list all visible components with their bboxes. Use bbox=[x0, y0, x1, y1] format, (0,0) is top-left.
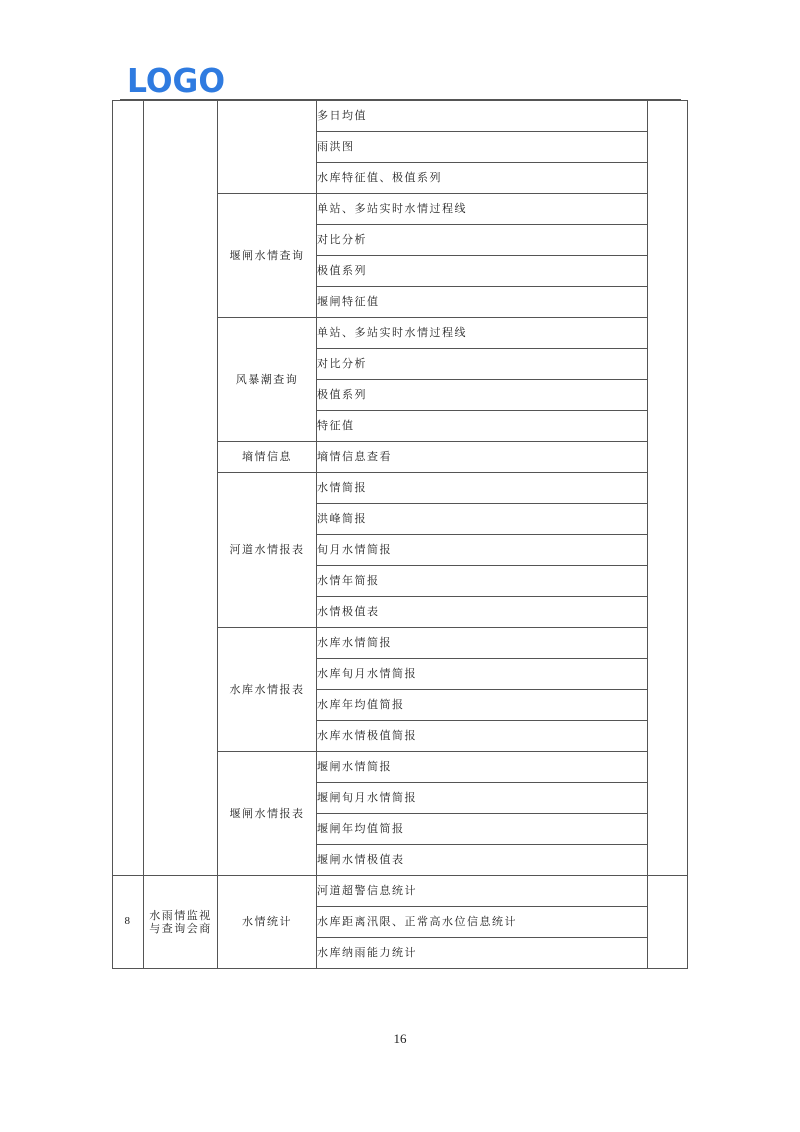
function-item: 水库旬月水情简报 bbox=[317, 659, 648, 690]
page-number: 16 bbox=[393, 1031, 407, 1046]
function-item: 堰闸水情简报 bbox=[317, 752, 648, 783]
function-item: 水库水情极值简报 bbox=[317, 721, 648, 752]
function-item: 洪峰简报 bbox=[317, 504, 648, 535]
function-item: 水库距离汛限、正常高水位信息统计 bbox=[317, 907, 648, 938]
function-item: 对比分析 bbox=[317, 225, 648, 256]
function-item: 堰闸水情极值表 bbox=[317, 845, 648, 876]
submodule-cell: 堰闸水情查询 bbox=[218, 194, 317, 318]
module-cell: 水雨情监视与查询会商 bbox=[144, 876, 218, 969]
submodule-cell: 河道水情报表 bbox=[218, 473, 317, 628]
function-item: 单站、多站实时水情过程线 bbox=[317, 194, 648, 225]
submodule-cell: 风暴潮查询 bbox=[218, 318, 317, 442]
logo bbox=[127, 62, 227, 98]
function-item: 水库年均值简报 bbox=[317, 690, 648, 721]
function-item: 堰闸旬月水情简报 bbox=[317, 783, 648, 814]
function-item: 旬月水情简报 bbox=[317, 535, 648, 566]
function-item: 特征值 bbox=[317, 411, 648, 442]
function-item: 对比分析 bbox=[317, 349, 648, 380]
function-item: 极值系列 bbox=[317, 380, 648, 411]
function-item: 水库水情简报 bbox=[317, 628, 648, 659]
module-cell bbox=[144, 101, 218, 876]
table-row bbox=[113, 101, 688, 132]
function-item: 堰闸特征值 bbox=[317, 287, 648, 318]
function-item: 水情年简报 bbox=[317, 566, 648, 597]
function-item: 河道超警信息统计 bbox=[317, 876, 648, 907]
submodule-cell: 水库水情报表 bbox=[218, 628, 317, 752]
function-item: 多日均值 bbox=[317, 101, 648, 132]
function-item: 雨洪图 bbox=[317, 132, 648, 163]
remark-cell bbox=[648, 876, 688, 969]
table-row bbox=[113, 876, 688, 907]
function-item: 极值系列 bbox=[317, 256, 648, 287]
no-cell bbox=[113, 101, 144, 876]
no-cell: 8 bbox=[113, 876, 144, 969]
function-table bbox=[112, 100, 688, 969]
function-item: 墒情信息查看 bbox=[317, 442, 648, 473]
remark-cell bbox=[648, 101, 688, 876]
function-item: 单站、多站实时水情过程线 bbox=[317, 318, 648, 349]
function-item: 水情极值表 bbox=[317, 597, 648, 628]
logo-text: LOGO bbox=[127, 62, 225, 98]
function-item: 水库特征值、极值系列 bbox=[317, 163, 648, 194]
submodule-cell: 水情统计 bbox=[218, 876, 317, 969]
submodule-cell: 墒情信息 bbox=[218, 442, 317, 473]
function-item: 水情简报 bbox=[317, 473, 648, 504]
submodule-cell: 堰闸水情报表 bbox=[218, 752, 317, 876]
function-item: 水库纳雨能力统计 bbox=[317, 938, 648, 969]
function-item: 堰闸年均值简报 bbox=[317, 814, 648, 845]
submodule-cell bbox=[218, 101, 317, 194]
